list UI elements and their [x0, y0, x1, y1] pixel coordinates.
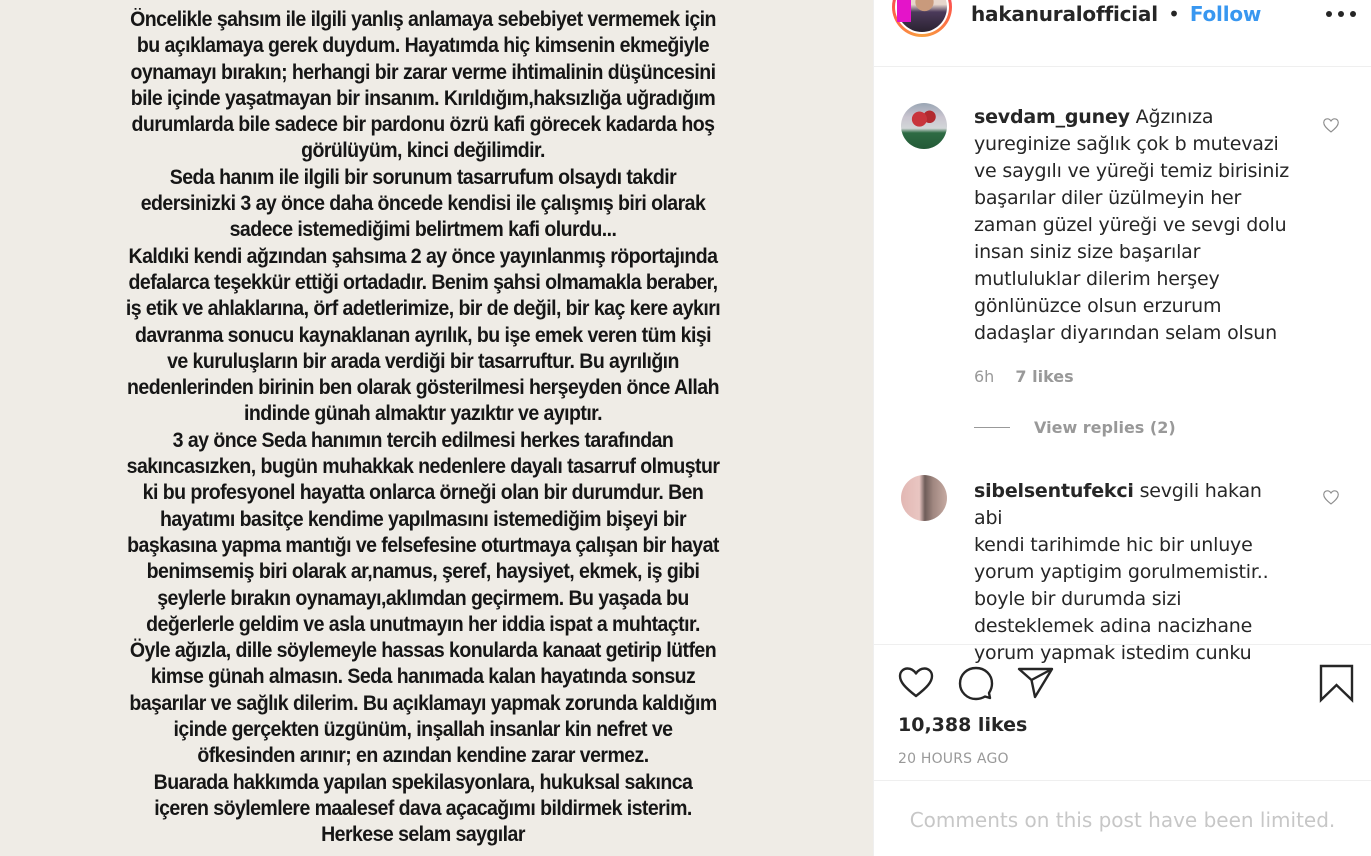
comment-icon[interactable]	[956, 663, 996, 703]
statement-line: edersinizki 3 ay önce daha öncede kendisi ile çalışmış biri olarak	[140, 192, 706, 216]
comment-text: sibelsentufekci sevgili hakan abi kendi tarihimde hic bir unluye yorum yaptigim gorulmemistir.. boyle bir durumda sizi desteklemek adina nacizhane yorum yapmak istedim cunku	[974, 480, 1269, 664]
statement-line: başkasına yapma mantığı ve felsefesine oturtmaya çalışan bir hayat	[127, 533, 719, 557]
statement-line: bile içinde yaşatmayan bir insanım. Kırıldığım,haksızlığa uğradığım	[130, 86, 716, 110]
commenter-avatar[interactable]	[901, 103, 947, 149]
commenter-avatar[interactable]	[901, 475, 947, 521]
statement-line: ki bu profesyonel hayatta onlarca örneği olan bir durumdur. Ben	[142, 481, 704, 505]
commenter-username[interactable]: sibelsentufekci	[974, 480, 1134, 502]
comment-likes-count[interactable]: 7 likes	[1015, 367, 1074, 386]
comment-time: 6h	[974, 367, 995, 386]
post-header	[874, 0, 1371, 67]
statement-line: bu açıklamaya gerek duydum. Hayatımda hiç kimsenin ekmeğiyle	[136, 34, 710, 58]
statement-line: nedenlerinden birinin ben olarak gösterilmesi herşeyden önce Allah	[127, 376, 719, 400]
statement-line: iş etik ve ahlaklarına, örf adetlerimize, bir de değil, bir kaç kere aykırı	[125, 297, 721, 321]
comments-limited-message: Comments on this post have been limited.	[909, 808, 1336, 832]
comments-list[interactable]	[874, 68, 1371, 664]
author-avatar-image	[897, 0, 947, 32]
statement-line: içinde gerçekten üzgünüm, inşallah insanlar kin nefret ve	[173, 718, 673, 742]
statement-line: görülüyüm, kinci değilimdir.	[301, 139, 545, 163]
statement-line: Herkese selam saygılar	[321, 823, 525, 847]
statement-line: defalarca teşekkür ettiği ortadadır. Benim şahsi olmamakla beraber,	[128, 270, 718, 294]
statement-line: sadece istemediğimi belirtmem kafi olurdu...	[229, 218, 617, 242]
statement-line: Buarada hakkımda yapılan spekilasyonlara, hukuksal sakınca	[153, 770, 693, 794]
more-options-icon[interactable]	[1326, 4, 1356, 24]
statement-line: sakıncasızken, bugün muhakkak nedenlere dayalı tasarruf olmuştur	[126, 455, 720, 479]
statement-line: Kaldıki kendi ağzından şahsıma 2 ay önce yayınlanmış röportajında	[128, 244, 718, 268]
statement-line: ve kuruluşların bir arada verdiği bir tasarruftur. Bu ayrılığın	[167, 349, 679, 373]
statement-line: kimse günah almasın. Seda hanımada kalan hayatında sonsuz	[150, 665, 696, 689]
share-icon[interactable]	[1016, 663, 1056, 703]
comment-text: sevdam_guney Ağzınıza yureginize sağlık çok b mutevazi ve saygılı ve yüreği temiz birisiniz başarılar diler üzülmeyin her zaman güzel yüreği ve sevgi dolu insan siniz size başarılar mutluluklar dilerim herşey gönlünüzce olsun erzurum dadaşlar diyarından selam olsun	[974, 106, 1290, 344]
post-statement-text	[30, 7, 817, 849]
replies-dash	[974, 427, 1010, 428]
statement-line: değerlerle geldim ve asla unutmayın her iddia ispat a muhtaçtır.	[146, 612, 700, 636]
separator-dot: •	[1168, 2, 1180, 26]
author-username-link[interactable]: hakanuralofficial	[971, 2, 1158, 26]
statement-line: Seda hanım ile ilgili bir sorunum tasarrufum olsaydı takdir	[169, 165, 677, 189]
comment-like-heart-icon[interactable]	[1322, 117, 1340, 133]
view-replies-button[interactable]: View replies (2)	[974, 418, 1176, 437]
statement-line: Öncelikle şahsım ile ilgili yanlış anlamaya sebebiyet vermemek için	[130, 8, 716, 31]
statement-line: indinde günah almaktır yazıktır ve ayıptır.	[243, 402, 603, 426]
statement-line: öfkesinden arınır; en azından kendine zarar vermez.	[197, 744, 649, 768]
statement-line: oynamayı bırakın; herhangi bir zarar verme ihtimalinin düşüncesini	[130, 60, 716, 84]
statement-line: şeylerle bırakın oynamayı,aklımdan geçirmem. Bu yaşada bu	[157, 586, 689, 610]
post-side-panel	[873, 0, 1370, 856]
statement-line: başarılar ve sağlık dilerim. Bu açıklamayı yapmak zorunda kaldığım	[129, 691, 717, 715]
statement-line: 3 ay önce Seda hanımın tercih edilmesi herkes tarafından	[172, 428, 674, 452]
bookmark-icon[interactable]	[1317, 663, 1357, 703]
post-actions	[874, 644, 1371, 781]
statement-line: benimsemiş biri olarak ar,namus, şeref, haysiyet, ekmek, iş gibi	[146, 560, 700, 584]
author-avatar[interactable]	[892, 0, 952, 37]
follow-button[interactable]: Follow	[1189, 2, 1262, 26]
comment-meta	[974, 367, 1074, 386]
statement-line: hayatımı basitçe kendime yapılmasını istemediğim bişeyi bir	[159, 507, 687, 531]
post-timestamp[interactable]: 20 HOURS AGO	[898, 751, 1009, 767]
statement-line: durumlarda bile sadece bir pardonu özrü kafi görecek kadarda hoş	[131, 113, 715, 137]
statement-line: Öyle ağızla, dille söylemeyle hassas konularda kanaat getirip lütfen	[129, 639, 717, 663]
statement-line: davranma sonucu kaynaklanan ayrılık, bu işe emek veren tüm kişi	[135, 323, 711, 347]
likes-count[interactable]: 10,388 likes	[898, 714, 1028, 736]
commenter-username[interactable]: sevdam_guney	[974, 106, 1130, 128]
comment-like-heart-icon[interactable]	[1322, 489, 1340, 505]
statement-line: içeren söylemlere maalesef dava açacağımı bildirmek isterim.	[154, 796, 692, 820]
heart-icon[interactable]	[896, 663, 936, 703]
